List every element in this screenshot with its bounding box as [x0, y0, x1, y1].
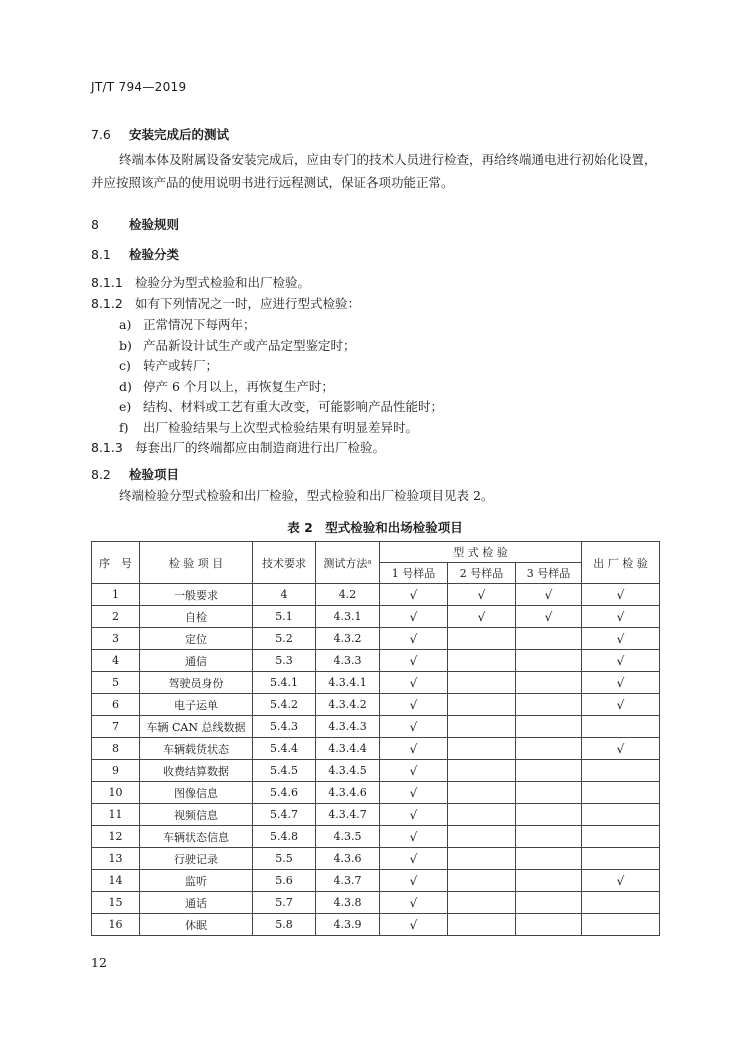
sample-3-check — [516, 914, 582, 936]
sample-3-check — [516, 760, 582, 782]
factory-check — [582, 760, 660, 782]
row-method: 4.3.6 — [316, 848, 380, 870]
list-marker: a) — [119, 317, 132, 332]
row-number: 9 — [92, 760, 140, 782]
row-requirement: 5.4.7 — [253, 804, 316, 826]
row-requirement: 5.1 — [253, 606, 316, 628]
sample-3-check — [516, 628, 582, 650]
table-row — [92, 914, 660, 936]
row-number: 12 — [92, 826, 140, 848]
sample-1-check: √ — [380, 738, 448, 760]
paragraph-line: 并应按照该产品的使用说明书进行远程测试，保证各项功能正常。 — [91, 175, 454, 190]
sample-1-check: √ — [380, 892, 448, 914]
document-header: JT/T 794—2019 — [91, 80, 187, 94]
row-item: 图像信息 — [140, 782, 253, 804]
row-item: 定位 — [140, 628, 253, 650]
list-item — [119, 397, 443, 415]
sample-3-check — [516, 870, 582, 892]
section-8-heading — [91, 215, 179, 233]
sample-2-check — [448, 628, 516, 650]
list-item — [119, 377, 334, 395]
sample-3-check — [516, 694, 582, 716]
sample-1-check: √ — [380, 650, 448, 672]
sample-1-check: √ — [380, 606, 448, 628]
row-requirement: 5.2 — [253, 628, 316, 650]
sample-3-check — [516, 804, 582, 826]
sample-3-check — [516, 782, 582, 804]
row-requirement: 5.4.4 — [253, 738, 316, 760]
section-number: 8.2 — [91, 467, 111, 482]
sample-2-check — [448, 892, 516, 914]
sample-1-check: √ — [380, 870, 448, 892]
list-text: 正常情况下每两年； — [143, 317, 256, 332]
sample-2-check — [448, 914, 516, 936]
row-requirement: 5.6 — [253, 870, 316, 892]
header-method: 测试方法ᵃ — [316, 542, 380, 584]
factory-check: √ — [582, 694, 660, 716]
sample-2-check — [448, 716, 516, 738]
row-item: 车辆 CAN 总线数据 — [140, 716, 253, 738]
row-number: 5 — [92, 672, 140, 694]
sample-3-check — [516, 650, 582, 672]
table-row — [92, 606, 660, 628]
header-sample-1: 1 号样品 — [380, 563, 448, 584]
inspection-items-table — [91, 541, 660, 936]
row-requirement: 5.4.3 — [253, 716, 316, 738]
clause-text: 如有下列情况之一时，应进行型式检验： — [135, 296, 361, 311]
sample-1-check: √ — [380, 848, 448, 870]
table-row — [92, 804, 660, 826]
row-method: 4.3.5 — [316, 826, 380, 848]
clause-8-1-2 — [91, 294, 360, 312]
factory-check: √ — [582, 628, 660, 650]
table-row — [92, 650, 660, 672]
row-number: 7 — [92, 716, 140, 738]
row-item: 车辆状态信息 — [140, 826, 253, 848]
row-method: 4.3.1 — [316, 606, 380, 628]
row-method: 4.3.7 — [316, 870, 380, 892]
row-method: 4.3.4.5 — [316, 760, 380, 782]
section-number: 8 — [91, 217, 99, 232]
row-item: 车辆载货状态 — [140, 738, 253, 760]
row-requirement: 4 — [253, 584, 316, 606]
table-row — [92, 826, 660, 848]
sample-3-check — [516, 892, 582, 914]
row-number: 1 — [92, 584, 140, 606]
row-requirement: 5.4.8 — [253, 826, 316, 848]
sample-3-check — [516, 738, 582, 760]
factory-check: √ — [582, 650, 660, 672]
row-number: 3 — [92, 628, 140, 650]
sample-3-check: √ — [516, 584, 582, 606]
sample-2-check — [448, 694, 516, 716]
section-title: 检验项目 — [128, 467, 179, 482]
row-number: 15 — [92, 892, 140, 914]
factory-check: √ — [582, 584, 660, 606]
row-method: 4.3.4.3 — [316, 716, 380, 738]
row-item: 通话 — [140, 892, 253, 914]
sample-1-check: √ — [380, 584, 448, 606]
row-item: 通信 — [140, 650, 253, 672]
list-text: 结构、材料或工艺有重大改变，可能影响产品性能时； — [143, 399, 444, 414]
header-sample-2: 2 号样品 — [448, 563, 516, 584]
paragraph-line: 终端本体及附属设备安装完成后，应由专门的技术人员进行检查，再给终端通电进行初始化设置， — [119, 152, 657, 167]
row-number: 4 — [92, 650, 140, 672]
header-item: 检 验 项 目 — [140, 542, 253, 584]
row-requirement: 5.4.1 — [253, 672, 316, 694]
sample-2-check — [448, 848, 516, 870]
sample-1-check: √ — [380, 628, 448, 650]
row-number: 6 — [92, 694, 140, 716]
row-method: 4.3.3 — [316, 650, 380, 672]
row-item: 休眠 — [140, 914, 253, 936]
row-method: 4.3.8 — [316, 892, 380, 914]
table-row — [92, 782, 660, 804]
factory-check — [582, 848, 660, 870]
sample-2-check — [448, 826, 516, 848]
section-8-1-heading — [91, 245, 179, 263]
sample-1-check: √ — [380, 760, 448, 782]
row-item: 监听 — [140, 870, 253, 892]
clause-text: 检验分为型式检验和出厂检验。 — [135, 275, 311, 290]
list-item — [119, 336, 356, 354]
row-number: 14 — [92, 870, 140, 892]
sample-3-check — [516, 716, 582, 738]
sample-1-check: √ — [380, 914, 448, 936]
row-item: 驾驶员身份 — [140, 672, 253, 694]
row-number: 8 — [92, 738, 140, 760]
table-row — [92, 892, 660, 914]
table-row — [92, 584, 660, 606]
list-item — [119, 356, 218, 374]
sample-2-check — [448, 738, 516, 760]
row-method: 4.3.2 — [316, 628, 380, 650]
row-requirement: 5.4.2 — [253, 694, 316, 716]
sample-1-check: √ — [380, 804, 448, 826]
row-method: 4.3.9 — [316, 914, 380, 936]
row-method: 4.3.4.4 — [316, 738, 380, 760]
list-text: 转产或转厂； — [143, 358, 219, 373]
clause-number: 8.1.2 — [91, 296, 123, 311]
sample-3-check — [516, 672, 582, 694]
list-text: 产品新设计试生产或产品定型鉴定时； — [143, 338, 356, 353]
clause-8-1-1 — [91, 273, 310, 291]
factory-check — [582, 716, 660, 738]
factory-check: √ — [582, 606, 660, 628]
sample-2-check — [448, 804, 516, 826]
header-factory-inspection: 出 厂 检 验 — [582, 542, 660, 584]
row-requirement: 5.4.5 — [253, 760, 316, 782]
list-text: 出厂检验结果与上次型式检验结果有明显差异时。 — [143, 420, 419, 435]
row-item: 电子运单 — [140, 694, 253, 716]
sample-3-check — [516, 848, 582, 870]
row-item: 收费结算数据 — [140, 760, 253, 782]
row-number: 13 — [92, 848, 140, 870]
sample-2-check — [448, 782, 516, 804]
sample-1-check: √ — [380, 782, 448, 804]
list-marker: f) — [119, 420, 129, 435]
header-sample-3: 3 号样品 — [516, 563, 582, 584]
row-number: 10 — [92, 782, 140, 804]
factory-check — [582, 892, 660, 914]
clause-8-1-3 — [91, 438, 385, 456]
section-title: 检验分类 — [128, 247, 179, 262]
row-number: 16 — [92, 914, 140, 936]
section-number: 7.6 — [91, 127, 111, 142]
sample-1-check: √ — [380, 694, 448, 716]
row-requirement: 5.7 — [253, 892, 316, 914]
section-title: 检验规则 — [128, 217, 179, 232]
factory-check — [582, 914, 660, 936]
list-marker: d) — [119, 379, 132, 394]
table-row — [92, 716, 660, 738]
row-item: 一般要求 — [140, 584, 253, 606]
table-caption: 表 2 型式检验和出场检验项目 — [287, 520, 463, 535]
list-marker: b) — [119, 338, 132, 353]
row-number: 2 — [92, 606, 140, 628]
factory-check: √ — [582, 870, 660, 892]
list-item — [119, 315, 256, 333]
row-requirement: 5.8 — [253, 914, 316, 936]
section-7-6-heading — [91, 125, 229, 143]
table-row — [92, 848, 660, 870]
sample-2-check — [448, 760, 516, 782]
table-row — [92, 870, 660, 892]
row-method: 4.2 — [316, 584, 380, 606]
list-marker: c) — [119, 358, 131, 373]
sample-3-check: √ — [516, 606, 582, 628]
row-item: 自检 — [140, 606, 253, 628]
sample-2-check — [448, 672, 516, 694]
page-number: 12 — [91, 955, 107, 970]
sample-2-check: √ — [448, 606, 516, 628]
clause-number: 8.1.1 — [91, 275, 123, 290]
row-item: 行驶记录 — [140, 848, 253, 870]
row-requirement: 5.4.6 — [253, 782, 316, 804]
header-requirement: 技术要求 — [253, 542, 316, 584]
paragraph-line: 终端检验分型式检验和出厂检验，型式检验和出厂检验项目见表 2。 — [119, 488, 494, 503]
clause-text: 每套出厂的终端都应由制造商进行出厂检验。 — [135, 440, 386, 455]
section-number: 8.1 — [91, 247, 111, 262]
sample-2-check — [448, 650, 516, 672]
sample-2-check — [448, 870, 516, 892]
table-row — [92, 672, 660, 694]
section-8-2-heading — [91, 465, 179, 483]
sample-3-check — [516, 826, 582, 848]
row-method: 4.3.4.2 — [316, 694, 380, 716]
clause-number: 8.1.3 — [91, 440, 123, 455]
table-row — [92, 760, 660, 782]
row-method: 4.3.4.6 — [316, 782, 380, 804]
table-row — [92, 694, 660, 716]
factory-check — [582, 826, 660, 848]
header-no: 序 号 — [92, 542, 140, 584]
row-method: 4.3.4.7 — [316, 804, 380, 826]
list-text: 停产 6 个月以上，再恢复生产时； — [143, 379, 334, 394]
row-item: 视频信息 — [140, 804, 253, 826]
factory-check: √ — [582, 738, 660, 760]
row-requirement: 5.5 — [253, 848, 316, 870]
sample-1-check: √ — [380, 826, 448, 848]
section-title: 安装完成后的测试 — [128, 127, 229, 142]
sample-2-check: √ — [448, 584, 516, 606]
table-row — [92, 628, 660, 650]
sample-1-check: √ — [380, 672, 448, 694]
list-item — [119, 418, 418, 436]
list-marker: e) — [119, 399, 132, 414]
factory-check — [582, 804, 660, 826]
row-number: 11 — [92, 804, 140, 826]
header-type-inspection: 型 式 检 验 — [380, 542, 582, 563]
factory-check — [582, 782, 660, 804]
factory-check: √ — [582, 672, 660, 694]
table-row — [92, 738, 660, 760]
row-requirement: 5.3 — [253, 650, 316, 672]
row-method: 4.3.4.1 — [316, 672, 380, 694]
sample-1-check: √ — [380, 716, 448, 738]
